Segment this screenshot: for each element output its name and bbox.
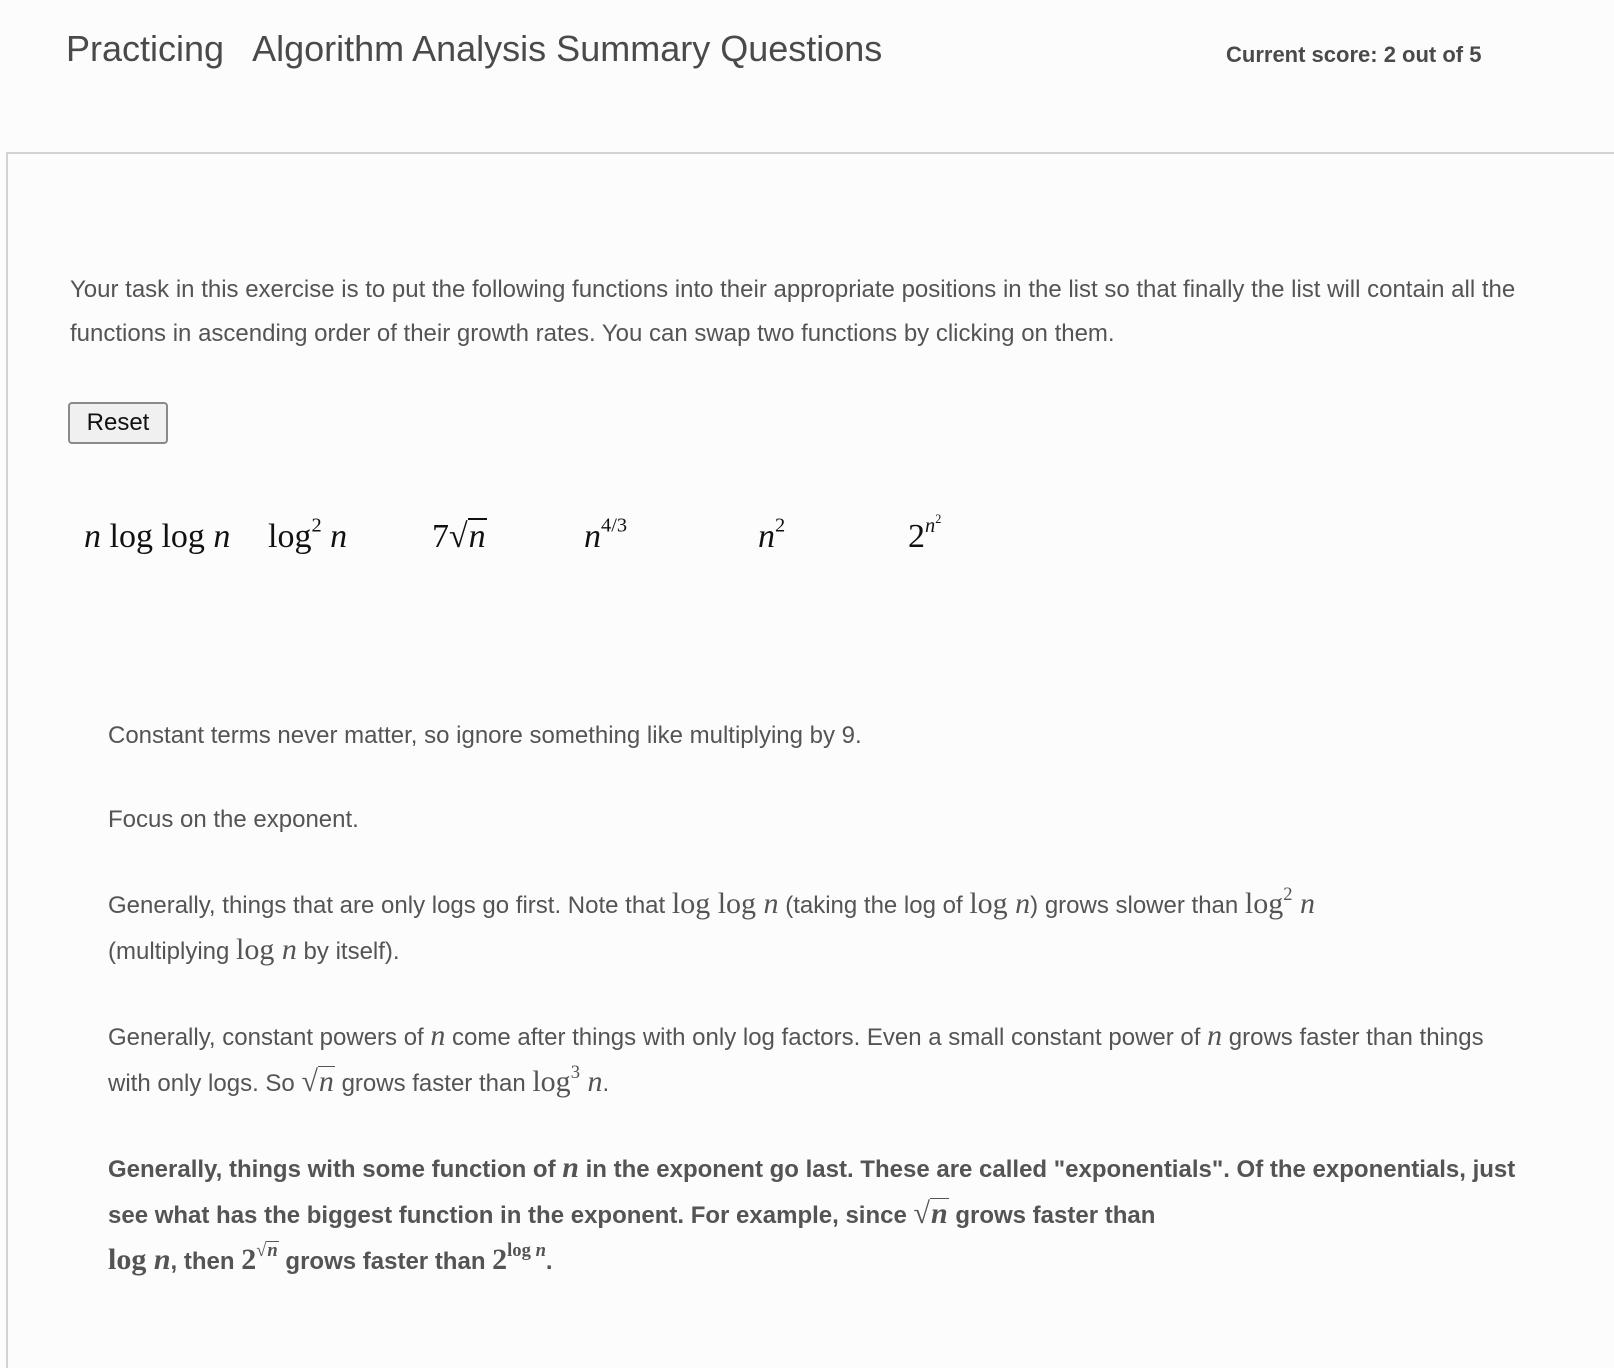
function-item-n-log-log-n[interactable]: n log log n xyxy=(84,518,231,555)
function-item-log-squared-n[interactable]: $\log^2 n$ xyxy=(268,514,348,555)
header xyxy=(0,0,1614,152)
instructions: Your task in this exercise is to put the following functions into their appropriate positions in the list so that finally the list will contain all the functions in ascending order of their growth rates. You can swap two functions by clicking on them. xyxy=(70,276,1516,347)
hint-constant-terms: Constant terms never matter, so ignore something like multiplying by 9. xyxy=(108,722,862,749)
exercise-title: Algorithm Analysis Summary Questions xyxy=(252,28,883,69)
hint-constant-powers: Generally, constant powers of n come after things with only log factors. Even a small constant power of n grows faster than things with only logs. So √n grows faster than $\log^3 n$. xyxy=(108,1019,1484,1098)
exercise-panel xyxy=(6,152,1614,1368)
page-title xyxy=(66,28,882,70)
current-score: Current score: 2 out of 5 xyxy=(1226,42,1482,67)
hint-exponentials-last: Generally, things with some function of n in the exponent go last. These are called "exponentials". Of the exponentials, just see what has the biggest function in the exponent. For example, since √n grows faster than log n, then $2^{√n}$ grows faster than $2^{log n}$. xyxy=(108,1151,1516,1276)
function-item-7-sqrt-n[interactable]: 7√n xyxy=(432,518,486,555)
function-item-n-squared[interactable]: $n^2$ xyxy=(758,514,786,555)
mode-label: Practicing xyxy=(66,28,225,69)
reset-button[interactable]: Reset xyxy=(68,402,168,444)
hint-focus-exponent: Focus on the exponent. xyxy=(108,806,359,833)
hint-logs-first: Generally, things that are only logs go first. Note that log log n (taking the log of log n) grows slower than $\log^2 n$ (multiplying log n by itself). xyxy=(108,883,1316,966)
sqrt-symbol: √n xyxy=(449,518,486,555)
function-item-2-to-n-squared[interactable]: $2^{n^2}$ xyxy=(908,511,942,555)
hints xyxy=(108,714,1528,1324)
function-item-n-four-thirds[interactable]: $n^{4/3}$ xyxy=(584,514,628,555)
